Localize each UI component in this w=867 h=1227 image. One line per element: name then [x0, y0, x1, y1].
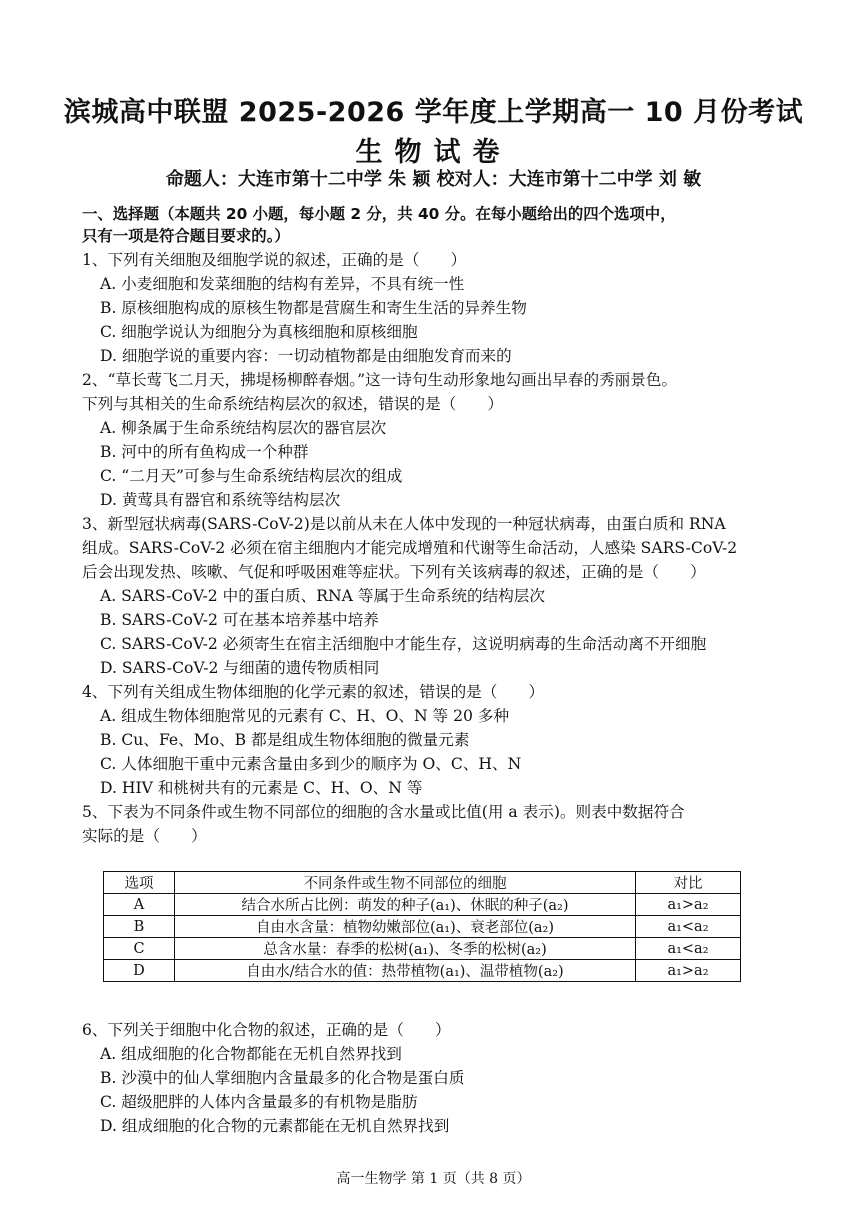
question-4-option-b: B. Cu、Fe、Mo、B 都是组成生物体细胞的微量元素	[100, 731, 470, 749]
table-cell-desc: 自由水含量：植物幼嫩部位(a₁)、衰老部位(a₂)	[175, 916, 636, 938]
question-2-option-c: C. “二月天”可参与生命系统结构层次的组成	[100, 467, 403, 485]
table-cell-desc: 总含水量：春季的松树(a₁)、冬季的松树(a₂)	[175, 938, 636, 960]
question-3-stem-cont: 组成。SARS-CoV-2 必须在宿主细胞内才能完成增殖和代谢等生命活动，人感染 SARS-CoV-2	[82, 539, 738, 557]
table-cell-compare: a₁>a₂	[636, 894, 741, 916]
question-4-stem: 4、下列有关组成生物体细胞的化学元素的叙述，错误的是（ ）	[82, 683, 545, 701]
table-cell-compare: a₁<a₂	[636, 916, 741, 938]
table-header-cell: 不同条件或生物不同部位的细胞	[175, 872, 636, 894]
table-cell-desc: 自由水/结合水的值：热带植物(a₁)、温带植物(a₂)	[175, 960, 636, 982]
table-row	[104, 916, 741, 938]
section-heading: 一、选择题（本题共 20 小题，每小题 2 分，共 40 分。在每小题给出的四个选项中，	[82, 205, 676, 223]
question-3-option-a: A. SARS-CoV-2 中的蛋白质、RNA 等属于生命系统的结构层次	[100, 587, 545, 605]
question-1-option-c: C. 细胞学说认为细胞分为真核细胞和原核细胞	[100, 323, 418, 341]
exam-title: 滨城高中联盟 2025-2026 学年度上学期高一 10 月份考试	[63, 97, 804, 128]
table-cell-option: A	[104, 894, 175, 916]
water-content-table	[103, 871, 741, 982]
page-footer: 高一生物学 第 1 页（共 8 页）	[336, 1171, 531, 1187]
question-1-option-d: D. 细胞学说的重要内容：一切动植物都是由细胞发育而来的	[100, 347, 512, 365]
question-2-stem-cont: 下列与其相关的生命系统结构层次的叙述，错误的是（ ）	[82, 395, 504, 413]
question-5-stem: 5、下表为不同条件或生物不同部位的细胞的含水量或比值(用 a 表示)。则表中数据符合	[82, 803, 685, 821]
table-header-row	[104, 872, 741, 894]
table-cell-compare: a₁>a₂	[636, 960, 741, 982]
question-6-option-d: D. 组成细胞的化合物的元素都能在无机自然界找到	[100, 1117, 450, 1135]
question-5-stem-cont: 实际的是（ ）	[82, 827, 207, 845]
question-4-option-c: C. 人体细胞干重中元素含量由多到少的顺序为 O、C、H、N	[100, 755, 522, 773]
table-cell-option: B	[104, 916, 175, 938]
table-row	[104, 960, 741, 982]
question-2-stem: 2、“草长莺飞二月天，拂堤杨柳醉春烟。”这一诗句生动形象地勾画出早春的秀丽景色。	[82, 371, 678, 389]
question-6-stem: 6、下列关于细胞中化合物的叙述，正确的是（ ）	[82, 1021, 451, 1039]
exam-subject: 生物试卷	[355, 137, 512, 168]
question-4-option-a: A. 组成生物体细胞常见的元素有 C、H、O、N 等 20 多种	[100, 707, 510, 725]
table-row	[104, 894, 741, 916]
question-3-option-c: C. SARS-CoV-2 必须寄生在宿主活细胞中才能生存，这说明病毒的生命活动离不开细胞	[100, 635, 707, 653]
table-header-cell: 对比	[636, 872, 741, 894]
question-4-option-d: D. HIV 和桃树共有的元素是 C、H、O、N 等	[100, 779, 423, 797]
table-header-cell: 选项	[104, 872, 175, 894]
question-6-option-b: B. 沙漠中的仙人掌细胞内含量最多的化合物是蛋白质	[100, 1069, 465, 1087]
question-6-option-c: C. 超级肥胖的人体内含量最多的有机物是脂肪	[100, 1093, 418, 1111]
question-3-stem-cont2: 后会出现发热、咳嗽、气促和呼吸困难等症状。下列有关该病毒的叙述，正确的是（ ）	[82, 563, 706, 581]
question-6-option-a: A. 组成细胞的化合物都能在无机自然界找到	[100, 1045, 402, 1063]
question-3-option-b: B. SARS-CoV-2 可在基本培养基中培养	[100, 611, 379, 629]
question-2-option-b: B. 河中的所有鱼构成一个种群	[100, 443, 309, 461]
question-3-option-d: D. SARS-CoV-2 与细菌的遗传物质相同	[100, 659, 380, 677]
table-cell-option: D	[104, 960, 175, 982]
table-cell-compare: a₁<a₂	[636, 938, 741, 960]
table-cell-desc: 结合水所占比例：萌发的种子(a₁)、休眠的种子(a₂)	[175, 894, 636, 916]
table-row	[104, 938, 741, 960]
authors-line: 命题人：大连市第十二中学 朱 颖 校对人：大连市第十二中学 刘 敏	[165, 169, 702, 190]
question-3-stem: 3、新型冠状病毒(SARS-CoV-2)是以前从未在人体中发现的一种冠状病毒，由蛋白质和 RNA	[82, 515, 726, 533]
section-heading-cont: 只有一项是符合题目要求的。）	[82, 227, 290, 245]
table-cell-option: C	[104, 938, 175, 960]
question-1-stem: 1、下列有关细胞及细胞学说的叙述，正确的是（ ）	[82, 251, 467, 269]
question-2-option-a: A. 柳条属于生命系统结构层次的器官层次	[100, 419, 387, 437]
question-1-option-a: A. 小麦细胞和发菜细胞的结构有差异，不具有统一性	[100, 275, 465, 293]
question-1-option-b: B. 原核细胞构成的原核生物都是营腐生和寄生生活的异养生物	[100, 299, 527, 317]
question-2-option-d: D. 黄莺具有器官和系统等结构层次	[100, 491, 341, 509]
